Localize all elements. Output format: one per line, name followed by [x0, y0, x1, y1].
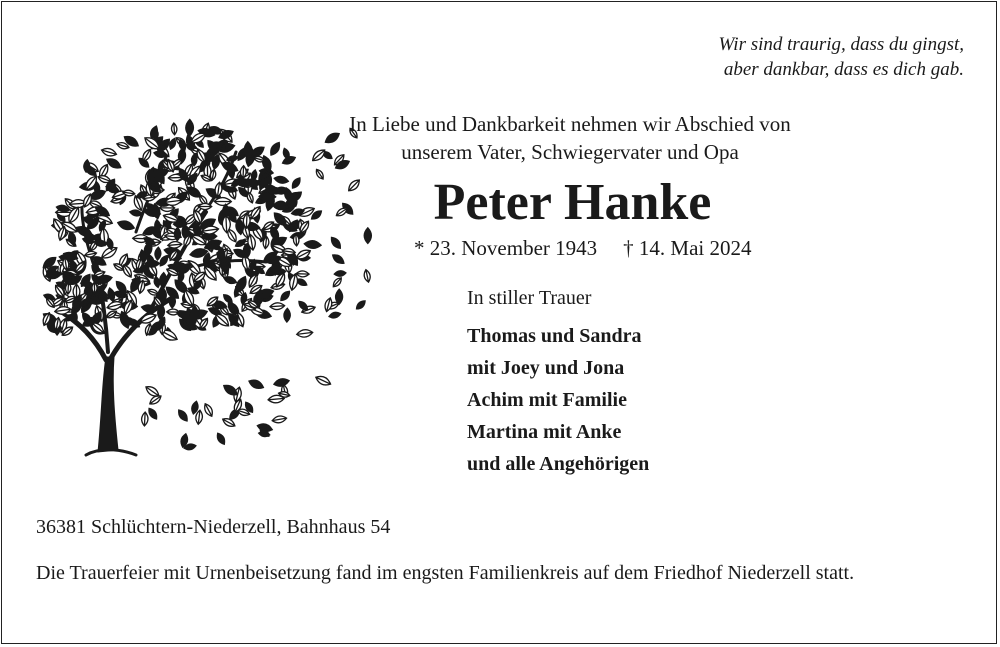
memorial-quote [719, 32, 964, 82]
quote-line-1: Wir sind traurig, dass du gingst, [718, 34, 964, 55]
mourner-entry: und alle Angehörigen [467, 453, 650, 475]
address: 36381 Schlüchtern-Niederzell, Bahnhaus 54 [36, 516, 391, 538]
intro-line-1: In Liebe und Dankbarkeit nehmen wir Abschied von [349, 112, 791, 136]
mourner-entry: mit Joey und Jona [467, 357, 625, 379]
mourning-label: In stiller Trauer [467, 287, 592, 309]
mourner-entry: Thomas und Sandra [467, 325, 642, 347]
deceased-name: Peter Hanke [433, 174, 712, 231]
funeral-notice: Die Trauerfeier mit Urnenbeisetzung fand im engsten Familienkreis auf dem Friedhof Niederzell statt. [36, 562, 855, 584]
birth-date: * 23. November 1943 [414, 236, 598, 260]
death-date: † 14. Mai 2024 [623, 236, 752, 260]
mourner-entry: Achim mit Familie [467, 389, 627, 411]
life-dates [414, 234, 751, 262]
mourner-entry: Martina mit Anke [467, 421, 622, 443]
mourners-list [467, 320, 649, 480]
intro-text [300, 110, 840, 166]
quote-line-2: aber dankbar, dass es dich gab. [723, 59, 964, 80]
intro-line-2: unserem Vater, Schwiegervater und Opa [401, 140, 739, 164]
